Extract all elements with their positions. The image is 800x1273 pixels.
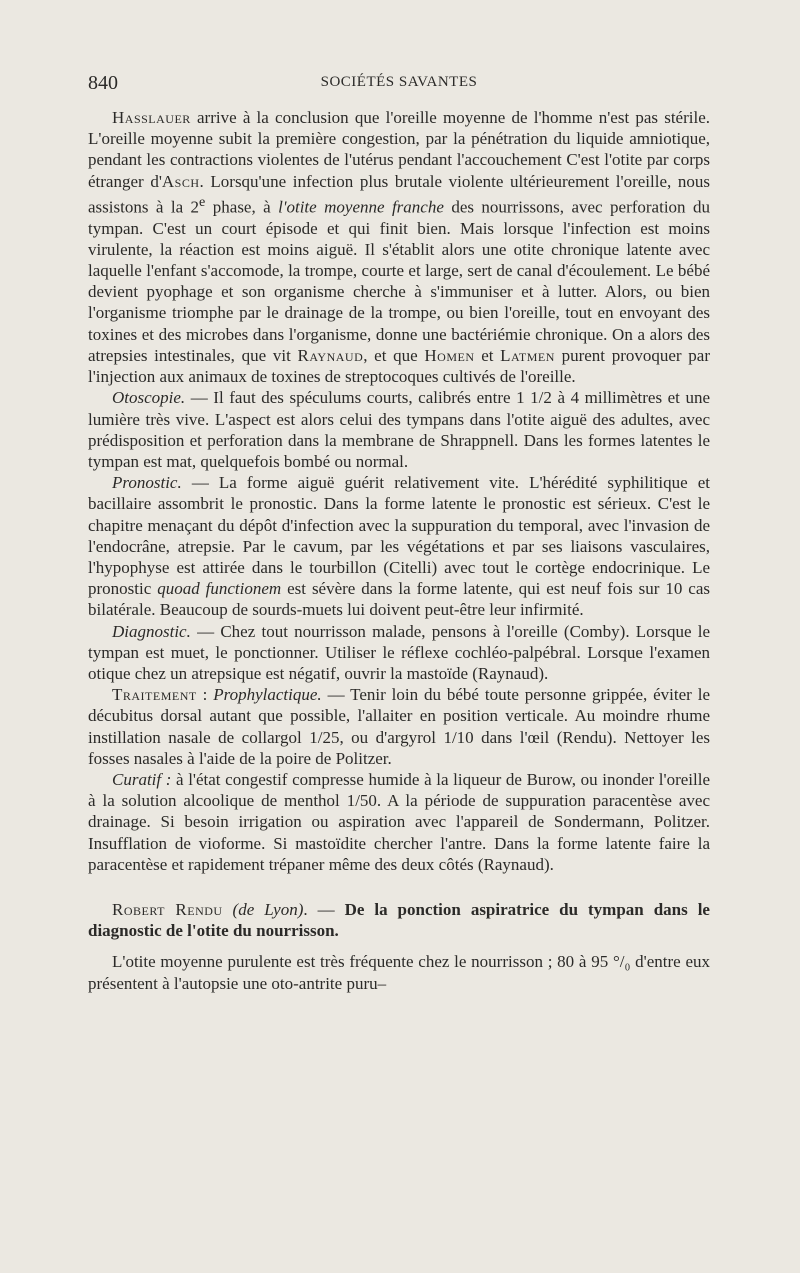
paragraph-curatif: Curatif : à l'état congestif compresse humide à la liqueur de Burow, ou inonder l'oreille à la solution alcoolique de menthol 1/50. A la période de suppuration paracentèse avec drainage. Si besoin irrigation ou aspiration avec l'appareil de Sondermann, Politzer. Insufflation de vioforme. Si mastoïdite chercher l'antre. Dans la forme latente faire la paracentèse et rapidement trépaner même des deux côtés (Raynaud). xyxy=(88,769,711,874)
author-name: Hasslauer xyxy=(112,108,191,127)
paragraph-pronostic: Pronostic. — La forme aiguë guérit relativement vite. L'hérédité syphilitique et bacillaire assombrit le pronostic. Dans la forme latente le pronostic est sérieux. C'est le chapitre menaçant du dépôt d'infection avec la suppuration du temporal, avec l'invasion de l'endocrâne, atrepsie. Par le cavum, par les végétations et par ses liaisons vasculaires, l'hypophyse est attirée dans le tourbillon (Citelli) avec tout le cortège endocrinique. Le pronostic quoad functionem est sévère dans la forme latente, qui est neuf fois sur 10 cas bilatérale. Beaucoup de sourds-muets lui doivent peut-être leur infirmité. xyxy=(88,473,710,620)
running-head: SOCIÉTÉS SAVANTES xyxy=(320,74,478,90)
author-name: Raynaud xyxy=(297,345,364,365)
article-title: De la ponction aspiratrice du tympan dans le diagnostic de l'otite du nourrisson. xyxy=(88,899,710,941)
body-text xyxy=(88,107,710,994)
author-name: Latmen xyxy=(500,345,555,365)
paragraph-rendu: L'otite moyenne purulente est très fréquente chez le nourrisson ; 80 à 95 °/₀ d'entre eux présentent à l'autopsie une oto-antrite puru– xyxy=(88,952,710,993)
page-number: 840 xyxy=(88,72,118,94)
paragraph-otoscopie: Otoscopie. — Il faut des spéculums courts, calibrés entre 1 1/2 à 4 millimètres et une lumière très vive. L'aspect est alors celui des tympans dans l'otite aiguë des adultes, avec prédisposition et perforation dans la membrane de Shrappnell. Dans les formes latentes le tympan est mat, quelquefois bombé ou normal. xyxy=(88,388,710,471)
paragraph-diagnostic: Diagnostic. — Chez tout nourrisson malade, pensons à l'oreille (Comby). Lorsque le tympan est muet, le ponctionner. Utiliser le réflexe cochléo-palpébral. Lorsque l'examen otique chez un atrepsique est négatif, ouvrir la mastoïde (Raynaud). xyxy=(88,621,710,683)
page-header xyxy=(88,72,710,96)
author-name: Asch xyxy=(161,171,200,191)
paragraph-traitement: Traitement : Prophylactique. — Tenir loin du bébé toute personne grippée, éviter le décubitus dorsal autant que possible, l'allaiter en position verticale. Au moindre rhume instillation nasale de collargol 1/25, ou d'argyrol 1/10 dans l'œil (Rendu). Nettoyer les fosses nasales à l'aide de la poire de Politzer. xyxy=(88,685,710,768)
author-name: Homen xyxy=(424,345,475,365)
paragraph-hasslauer: Hasslauer arrive à la conclusion que l'oreille moyenne de l'homme n'est pas stérile. L'oreille moyenne subit la première congestion, par la pénétration du liquide amniotique, pendant les contractions violentes de l'utérus pendant l'accouchement C'est l'otite par corps étranger d'Asch. Lorsqu'une infection plus brutale violente ultérieurement l'oreille, nous assistons à la 2e phase, à l'otite moyenne franche des nourrissons, avec perforation du tympan. C'est un court épisode et qui finit bien. Mais lorsque l'infection est moins virulente, la réaction est moins aiguë. Il s'établit alors une otite chronique latente avec laquelle l'enfant s'accomode, la trompe, courte et large, sert de canal d'écoulement. Le bébé devient pyophage et son organisme cherche à s'immuniser et à lutter. Alors, ou bien l'organisme triomphe par le drainage de la trompe, ou bien l'oreille, tout en envoyant des toxines et des microbes dans l'organisme, donne une bactériémie chronique. On a alors des atrepsies intestinales, que vit Raynaud, et que Homen et Latmen purent provoquer par l'injection aux animaux de toxines de streptocoques cultivés de l'oreille. xyxy=(88,108,711,387)
article-heading: Robert Rendu (de Lyon). — De la ponction aspiratrice du tympan dans le diagnostic de l'otite du nourrisson. xyxy=(88,899,710,941)
author-name: Robert Rendu xyxy=(112,899,223,919)
